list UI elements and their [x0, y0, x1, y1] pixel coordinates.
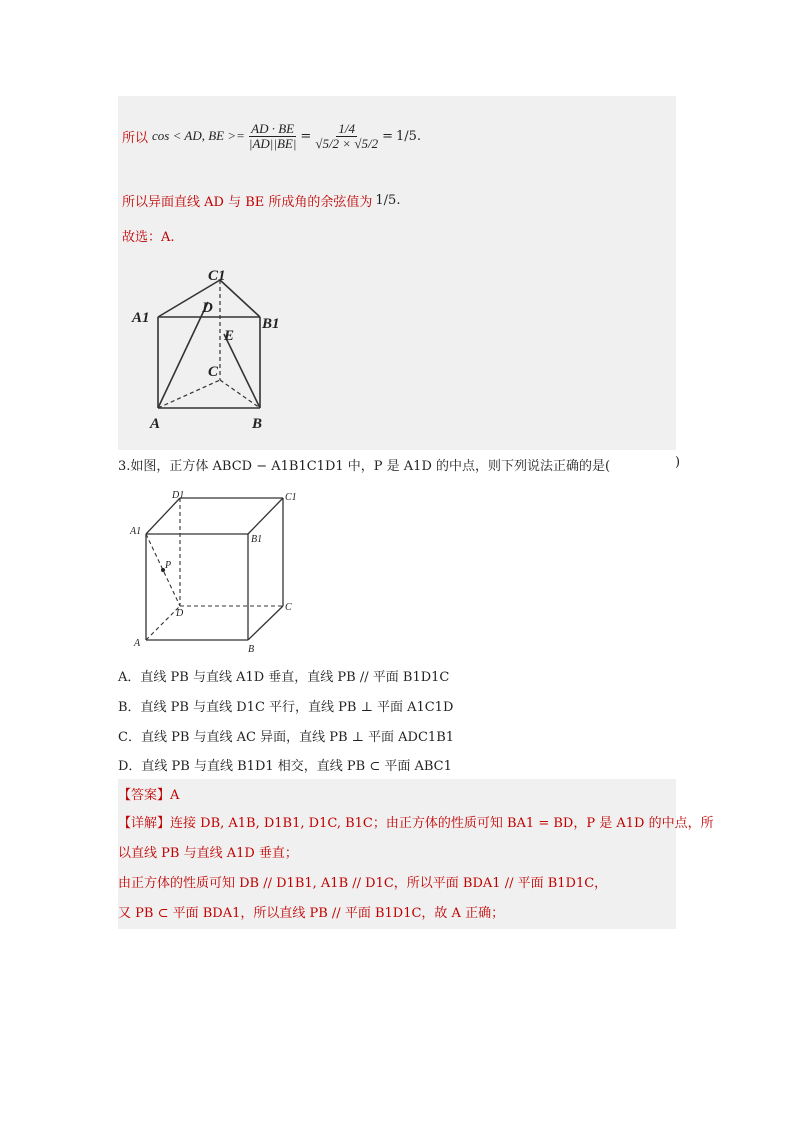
edge-b-c [248, 606, 283, 640]
segment-e-b [224, 334, 260, 408]
cos-fraction-2-numerator: 1/4 [338, 120, 355, 136]
label-c1: C1 [208, 268, 226, 284]
cos-result: 1/5 [395, 128, 417, 144]
detail-line-2: 以直线 PB 与直线 A1D 垂直； [118, 846, 298, 861]
equals-sign-2: = [382, 128, 393, 144]
label-a: A [150, 416, 161, 432]
label-a1: A1 [132, 310, 150, 326]
cos-line [122, 100, 421, 172]
answer-choice-top: 故选：A. [122, 230, 175, 245]
option-d: D．直线 PB 与直线 B1D1 相交，直线 PB ⊂ 平面 ABC1 [118, 759, 452, 774]
label-d1: D1 [172, 490, 185, 501]
label-b1: B1 [262, 316, 280, 332]
cos-prefix: 所以 [122, 130, 149, 146]
edge-c1-b1 [220, 280, 260, 317]
edge-a-d-dashed [146, 606, 180, 640]
detail-tag: 【详解】 [118, 816, 171, 831]
cos-fraction-1-numerator: AD · BE [251, 120, 295, 136]
edge-b1-c1 [248, 498, 283, 534]
label-d: D [176, 608, 184, 619]
detail-line-4: 又 PB ⊂ 平面 BDA1，所以直线 PB // 平面 B1D1C，故 A 正确； [118, 906, 505, 921]
conclusion-text: 所以异面直线 AD 与 BE 所成角的余弦值为 [122, 194, 373, 210]
label-e: E [224, 328, 235, 344]
question3-stem-end: ) [675, 455, 681, 470]
label-b: B [248, 644, 255, 655]
cos-fraction-2 [313, 122, 380, 151]
detail-line-1 [118, 812, 714, 831]
cos-fraction-1 [247, 122, 299, 151]
label-b: B [252, 416, 263, 432]
conclusion-line [122, 186, 400, 214]
option-a: A．直线 PB 与直线 A1D 垂直，直线 PB // 平面 B1D1C [118, 670, 450, 685]
label-a1: A1 [130, 526, 142, 537]
edge-a1-d1 [146, 498, 180, 534]
question3-stem: 3.如图，正方体 ABCD − A1B1C1D1 中，P 是 A1D 的中点，则下列说法正确的是( [118, 459, 611, 474]
label-p: P [165, 560, 172, 571]
detail-line-3: 由正方体的性质可知 DB // D1B1, A1B // D1C，所以平面 BDA1 // 平面 B1D1C， [118, 876, 608, 891]
conclusion-end: . [396, 192, 401, 208]
label-c: C [208, 364, 219, 380]
cos-expression: cos < AD, BE >= [152, 128, 245, 143]
option-c: C．直线 PB 与直线 AC 异面，直线 PB ⊥ 平面 ADC1B1 [118, 730, 455, 745]
option-b: B．直线 PB 与直线 D1C 平行，直线 PB ⊥ 平面 A1C1D [118, 700, 454, 715]
label-c1: C1 [285, 492, 297, 503]
label-c: C [285, 602, 292, 613]
answer-label: 【答案】A [118, 788, 180, 803]
segment-a-d [158, 302, 208, 408]
label-b1: B1 [251, 534, 263, 545]
equals-sign-1: = [300, 128, 312, 144]
detail-text-1: 连接 DB, A1B, D1B1, D1C, B1C；由正方体的性质可知 BA1 = BD，P 是 A1D 的中点，所 [170, 816, 714, 831]
cos-fraction-1-denominator: |AD||BE| [248, 135, 297, 151]
edge-a-c-dashed [158, 380, 220, 408]
label-d: D [202, 300, 213, 316]
cos-end: . [416, 128, 422, 144]
prism-figure [130, 262, 290, 440]
label-a: A [134, 638, 141, 649]
cos-fraction-2-denominator: √5/2 × √5/2 [315, 135, 379, 151]
cube-figure [128, 486, 308, 656]
conclusion-value: 1/5 [375, 192, 397, 208]
